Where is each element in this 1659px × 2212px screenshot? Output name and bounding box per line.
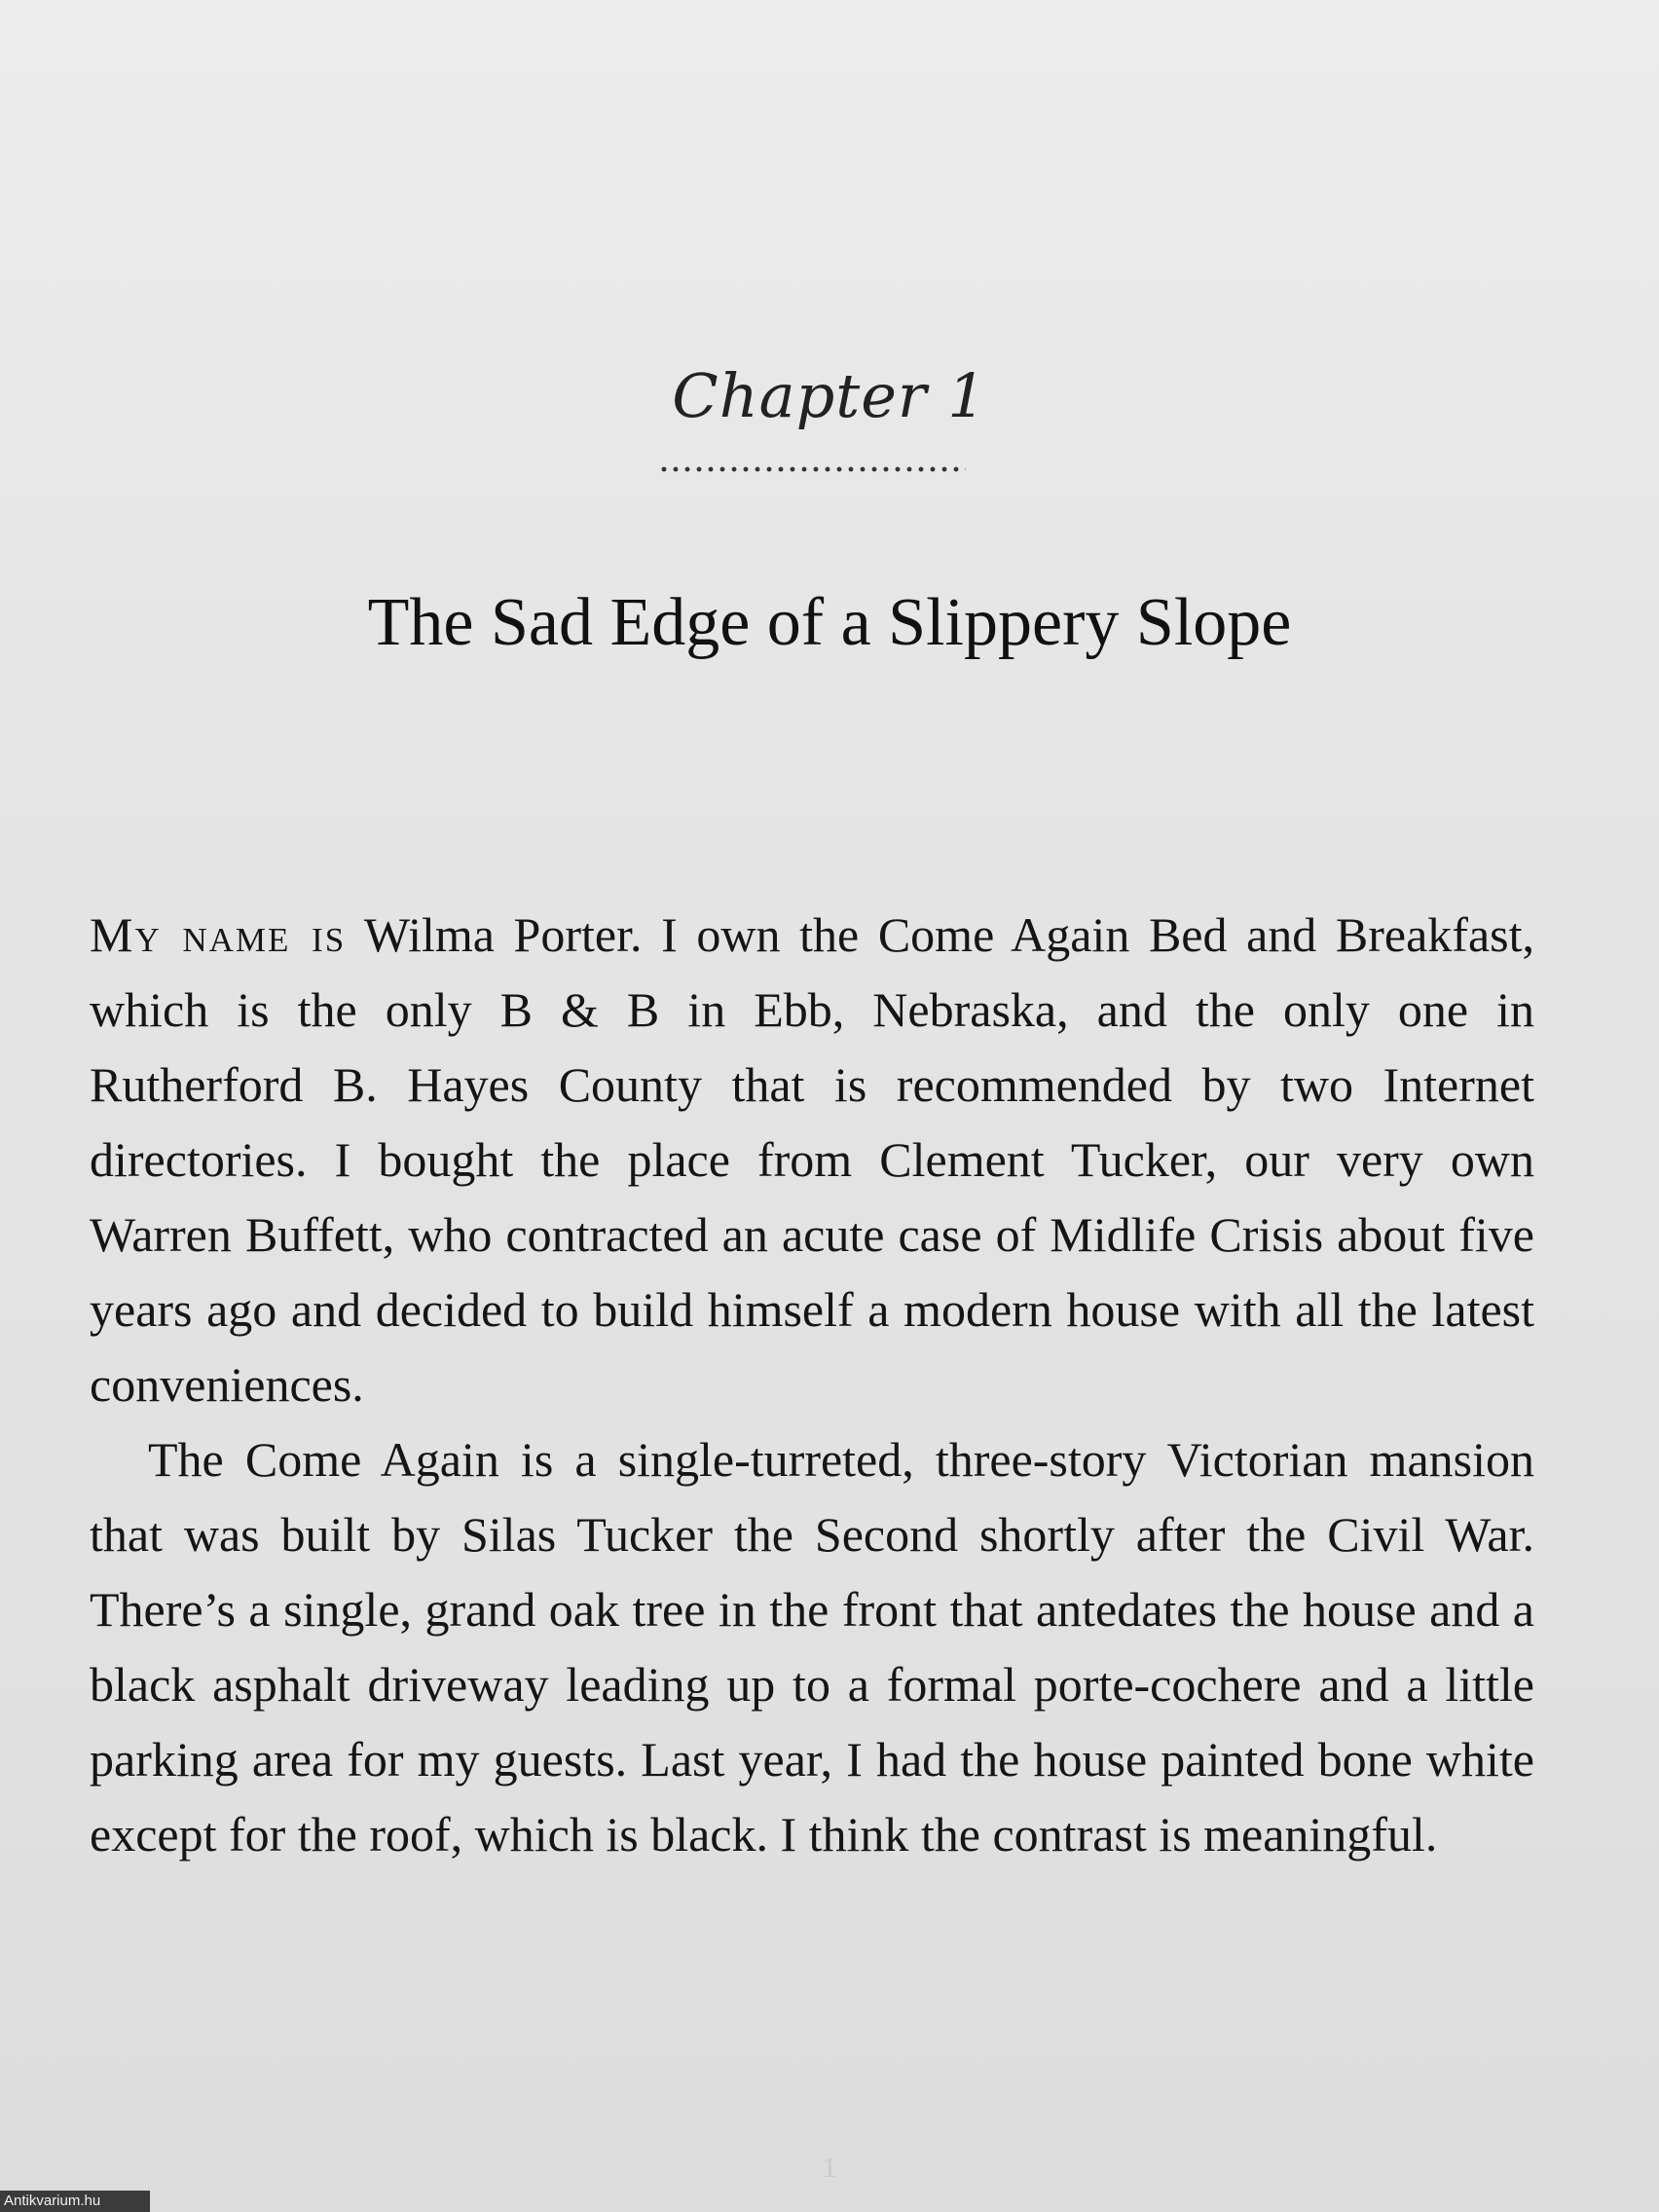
paragraph-1-text: Wilma Porter. I own the Come Again Bed and Breakfast, which is the only B & B in Ebb, Nebraska, and the only one in Rutherford B. Hayes County that is recommended by two Internet directories. I bought the place from Clement Tucker, our very own Warren Buffett, who contracted an acute case of Midlife Crisis about five years ago and decided to build himself a modern house with all the latest conveniences. — [90, 907, 1535, 1412]
chapter-body — [90, 898, 1534, 1872]
paragraph-lead-in: My name is — [90, 907, 347, 962]
chapter-divider — [658, 465, 966, 473]
chapter-label: Chapter 1 — [672, 360, 987, 431]
watermark-label: Antikvarium.hu — [0, 2191, 150, 2212]
paragraph-2: The Come Again is a single-turreted, three-story Victorian mansion that was built by Silas Tucker the Second shortly after the Civil War. There’s a single, grand oak tree in the front that antedates the house and a black asphalt driveway leading up to a formal porte-cochere and a little parking area for my guests. Last year, I had the house painted bone white except for the roof, which is black. I think the contrast is meaningful. — [90, 1432, 1534, 1862]
page-number: 1 — [822, 2152, 837, 2184]
paragraph-1 — [90, 898, 1534, 1422]
chapter-title: The Sad Edge of a Slippery Slope — [367, 585, 1292, 660]
